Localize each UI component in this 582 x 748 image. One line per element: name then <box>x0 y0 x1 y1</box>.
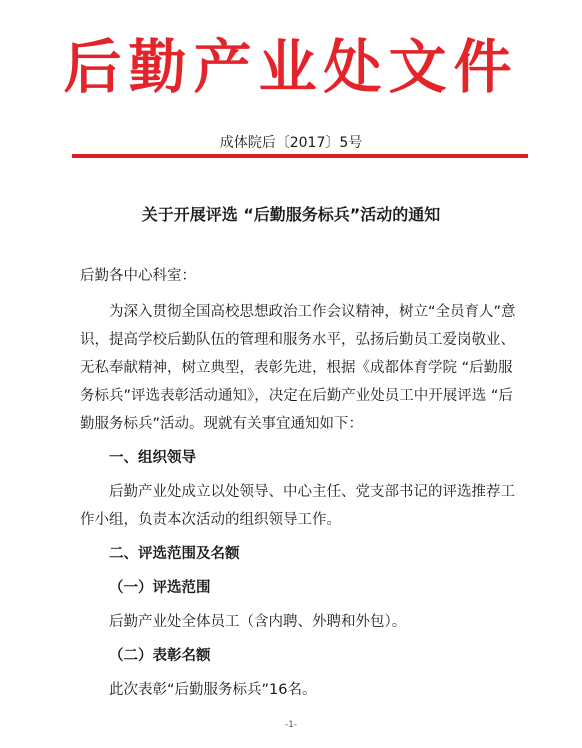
intro-paragraph: 为深入贯彻全国高校思想政治工作会议精神，树立“全员育人”意识，提高学校后勤队伍的管理和服务水平，弘扬后勤员工爱岗敬业、无私奉献精神，树立典型，表彰先进，根据《成都体育学院 “后勤服务标兵”评选表彰活动通知》，决定在后勤产业处员工中开展评选 “后勤服务标兵”活动。现就有关事宜通知如下： <box>80 304 516 432</box>
notice-body <box>80 262 520 710</box>
section-heading-organization: 一、组织领导 <box>109 450 196 466</box>
page-number: -1- <box>284 720 298 730</box>
document-header-title: 后勤产业处文件 <box>63 33 519 101</box>
subsection-heading-quota: （二）表彰名额 <box>109 648 211 664</box>
salutation: 后勤各中心科室： <box>80 268 196 284</box>
document-number: 成体院后〔2017〕5号 <box>219 135 363 151</box>
header-divider <box>72 154 528 158</box>
subsection-heading-scope: （一）评选范围 <box>109 580 211 596</box>
section-paragraph-organization: 后勤产业处成立以处领导、中心主任、党支部书记的评选推荐工作小组，负责本次活动的组织领导工作。 <box>80 484 515 528</box>
notice-title: 关于开展评选 “后勤服务标兵”活动的通知 <box>141 205 441 224</box>
subsection-paragraph-scope: 后勤产业处全体员工（含内聘、外聘和外包）。 <box>109 614 407 630</box>
section-heading-scope: 二、评选范围及名额 <box>109 546 240 562</box>
subsection-paragraph-quota: 此次表彰“后勤服务标兵”16名。 <box>109 682 317 698</box>
